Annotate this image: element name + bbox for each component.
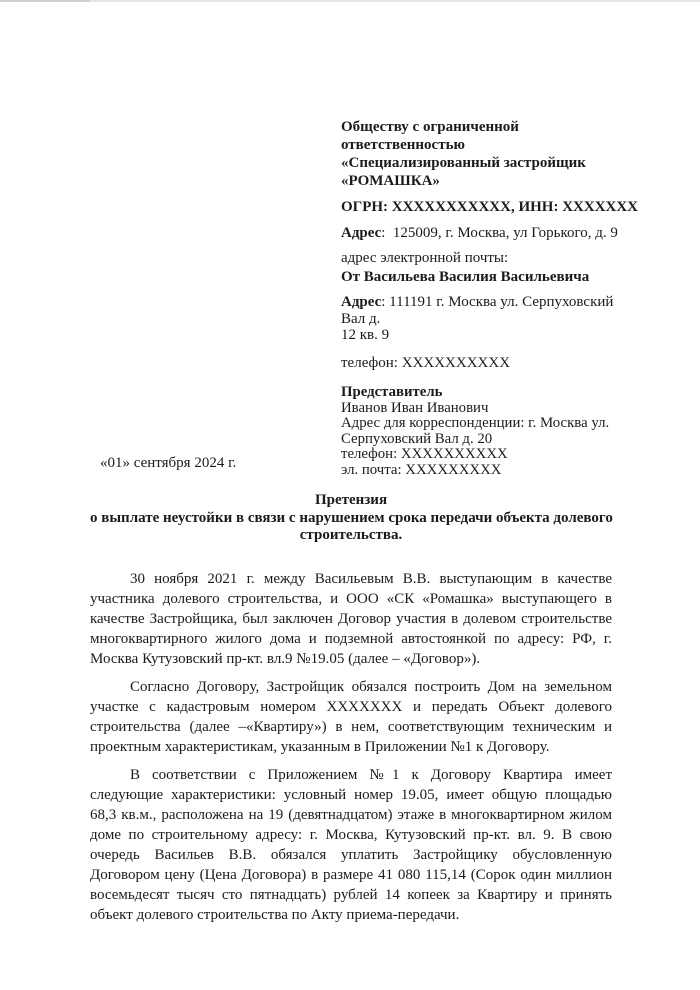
body-paragraph-3: В соответствии с Приложением №1 к Договору Квартира имеет следующие характеристики: условный номер 19.05, имеет общую площадью 68,3 кв.м., расположена на 19 (девятнадцатом) этаже в многоквартирном жилом доме по строительному адресу: г. Москва, Кутузовский пр-кт. вл. 9. В свою очередь Васильев В.В. обязался уплатить Застройщику обусловленную Договором цену (Цена Договора) в размере 41 080 115,14 (Сорок один миллион восемьдесят тысяч сто пятнадцать) рублей 14 копеек за Квартиру и принять объект долевого строительства по Акту приема-передачи. xyxy=(90,767,612,923)
representative-title: Представитель xyxy=(341,384,443,400)
sender-from-line: От Васильева Василия Васильевича xyxy=(341,269,590,285)
recipient-company-line3: «РОМАШКА» xyxy=(341,173,440,189)
date-line: «01» сентября 2024 г. xyxy=(100,455,237,471)
scan-edge-artifact-dark xyxy=(0,0,90,2)
document-body xyxy=(90,569,612,925)
sender-address-label: Адрес xyxy=(341,294,382,310)
recipient-email-label: адрес электронной почты: xyxy=(341,250,509,266)
representative-phone-line: телефон: XXXXXXXXXX xyxy=(341,446,508,463)
recipient-address-label: Адрес xyxy=(341,225,382,241)
body-paragraph-2: Согласно Договору, Застройщик обязался построить Дом на земельном участке с кадастровым номером XXXXXXX и передать Объект долевого строительства (далее –«Квартиру») в нем, соответствующим техническим и проектным характеристикам, указанным в Приложении №1 к Договору. xyxy=(90,679,612,755)
recipient-company-line2: «Специализированный застройщик xyxy=(341,155,586,171)
representative-address-line2: Серпуховский Вал д. 20 xyxy=(341,430,493,447)
recipient-address-value: : 125009, г. Москва, ул Горького, д. 9 xyxy=(381,225,618,241)
sender-block xyxy=(341,268,641,372)
representative-address-line1: Адрес для корреспонденции: г. Москва ул. xyxy=(341,415,610,432)
representative-block xyxy=(341,385,641,479)
scan-edge-artifact xyxy=(0,0,700,2)
recipient-block xyxy=(341,118,641,267)
recipient-address xyxy=(341,224,641,242)
representative-email-line: эл. почта: XXXXXXXXX xyxy=(341,461,502,478)
sender-address-line1 xyxy=(341,294,641,327)
body-paragraph-1: 30 ноября 2021 г. между Васильевым В.В. выступающим в качестве участника долевого строительства, и ООО «СК «Ромашка» выступающего в качестве Застройщика, был заключен Договор участия в долевом строительстве многоквартирного жилого дома и подземной автостоянкой по адресу: РФ, г. Москва Кутузовский пр-кт. вл.9 №19.05 (далее – «Договор»). xyxy=(90,571,612,667)
document-title-line1: Претензия xyxy=(314,492,388,508)
sender-phone-line: телефон: XXXXXXXXXX xyxy=(341,354,511,371)
document-title-line2: о выплате неустойки в связи с нарушением срока передачи объекта долевого xyxy=(90,509,613,526)
sender-address-line2: 12 кв. 9 xyxy=(341,327,390,343)
recipient-company-line1: Обществу с ограниченной ответственностью xyxy=(341,119,519,153)
representative-name: Иванов Иван Иванович xyxy=(341,399,489,416)
recipient-ogrn-inn: ОГРН: XXXXXXXXXXX, ИНН: XXXXXXX xyxy=(341,199,639,215)
document-title-line3: строительства. xyxy=(299,527,403,543)
sender-address-value: : 111191 г. Москва ул. Серпуховский Вал д. xyxy=(341,294,618,327)
document-title xyxy=(90,492,612,545)
